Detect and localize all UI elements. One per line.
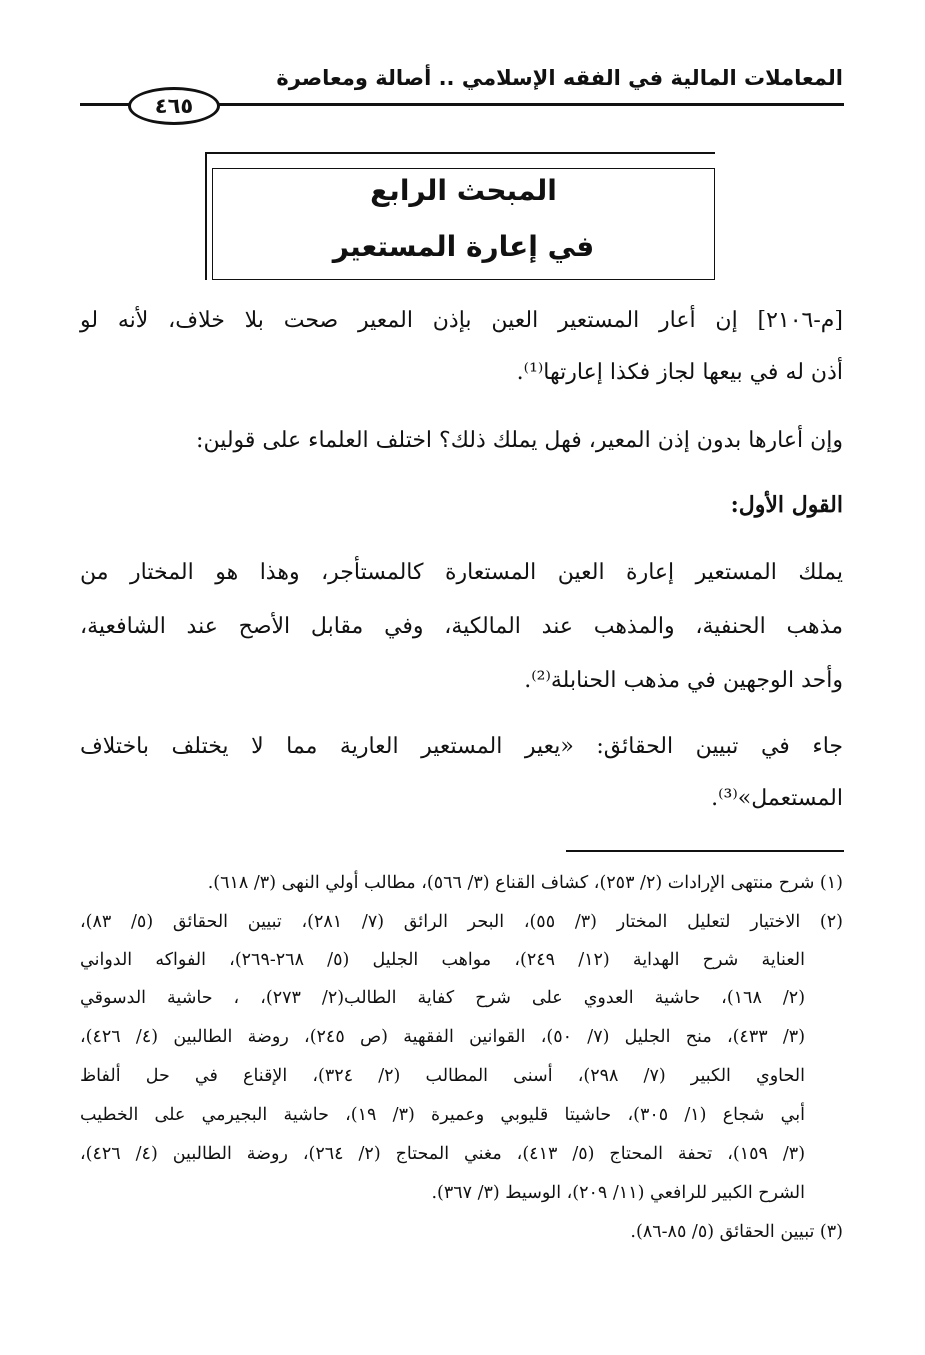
page-number: ٤٦٥ [128,87,220,125]
paragraph1-line2: أذن له في بيعها لجاز فكذا إعارتها⁽¹⁾. [516,360,843,385]
paragraph3-line3: وأحد الوجهين في مذهب الحنابلة⁽²⁾. [524,668,843,693]
paragraph4-line1: جاء في تبيين الحقائق: «يعير المستعير العارية مما لا يختلف باختلاف [80,734,843,759]
footnote-2-line8: الشرح الكبير للرافعي (١١/ ٢٠٩)، الوسيط (٣/ ٣٦٧). [431,1183,805,1203]
footnote-2-line3: (٢/ ١٦٨)، حاشية العدوي على شرح كفاية الطالب(٢/ ٢٧٣)، ، حاشية الدسوقي [80,988,806,1008]
footnote-1: (١) شرح منتهى الإرادات (٢/ ٢٥٣)، كشاف القناع (٣/ ٥٦٦)، مطالب أولي النهى (٣/ ٦١٨). [207,873,843,893]
chapter-title-line2: في إعارة المستعير [332,230,595,263]
chapter-title-line1: المبحث الرابع [370,174,557,207]
running-title: المعاملات المالية في الفقه الإسلامي .. أصالة ومعاصرة [276,66,843,90]
section-heading: القول الأول: [730,492,843,518]
title-box-left-edge [205,152,207,280]
footnote-2-line2: العناية شرح الهداية (١٢/ ٢٤٩)، مواهب الجليل (٥/ ٢٦٨-٢٦٩)، الفواكه الدواني [80,950,805,970]
paragraph2-line1: وإن أعارها بدون إذن المعير، فهل يملك ذلك؟ اختلف العلماء على قولين: [196,428,843,453]
footnote-3: (٣) تبيين الحقائق (٥/ ٨٥-٨٦). [630,1222,843,1242]
title-box-top-edge [205,152,715,154]
footnote-2-line1: (٢) الاختيار لتعليل المختار (٣/ ٥٥)، البحر الرائق (٧/ ٢٨١)، تبيين الحقائق (٥/ ٨٣)، [80,912,843,932]
paragraph4-line2: المستعمل»⁽³⁾. [711,786,843,811]
footnote-2-line5: الحاوي الكبير (٧/ ٢٩٨)، أسنى المطالب (٢/ ٣٢٤)، الإقناع في حل ألفاظ [80,1066,805,1086]
paragraph3-line1: يملك المستعير إعارة العين المستعارة كالمستأجر، وهذا هو المختار من [80,560,843,585]
paragraph1-line1: [م-٢١٠٦] إن أعار المستعير العين بإذن المعير صحت بلا خلاف، لأنه لو [80,308,843,333]
footnote-2-line6: أبي شجاع (١/ ٣٠٥)، حاشيتا قليوبي وعميرة (٣/ ١٩)، حاشية البجيرمي على الخطيب [80,1105,805,1125]
footnote-2-line7: (٣/ ١٥٩)، تحفة المحتاج (٥/ ٤١٣)، مغني المحتاج (٢/ ٢٦٤)، روضة الطالبين (٤/ ٤٢٦)، [80,1144,806,1164]
paragraph3-line2: مذهب الحنفية، والمذهب عند المالكية، وفي مقابل الأصح عند الشافعية، [80,614,843,639]
footnote-2-line4: (٣/ ٤٣٣)، منح الجليل (٧/ ٥٠)، القوانين الفقهية (ص ٢٤٥)، روضة الطالبين (٤/ ٤٢٦)، [80,1027,806,1047]
footnote-rule [566,850,844,852]
